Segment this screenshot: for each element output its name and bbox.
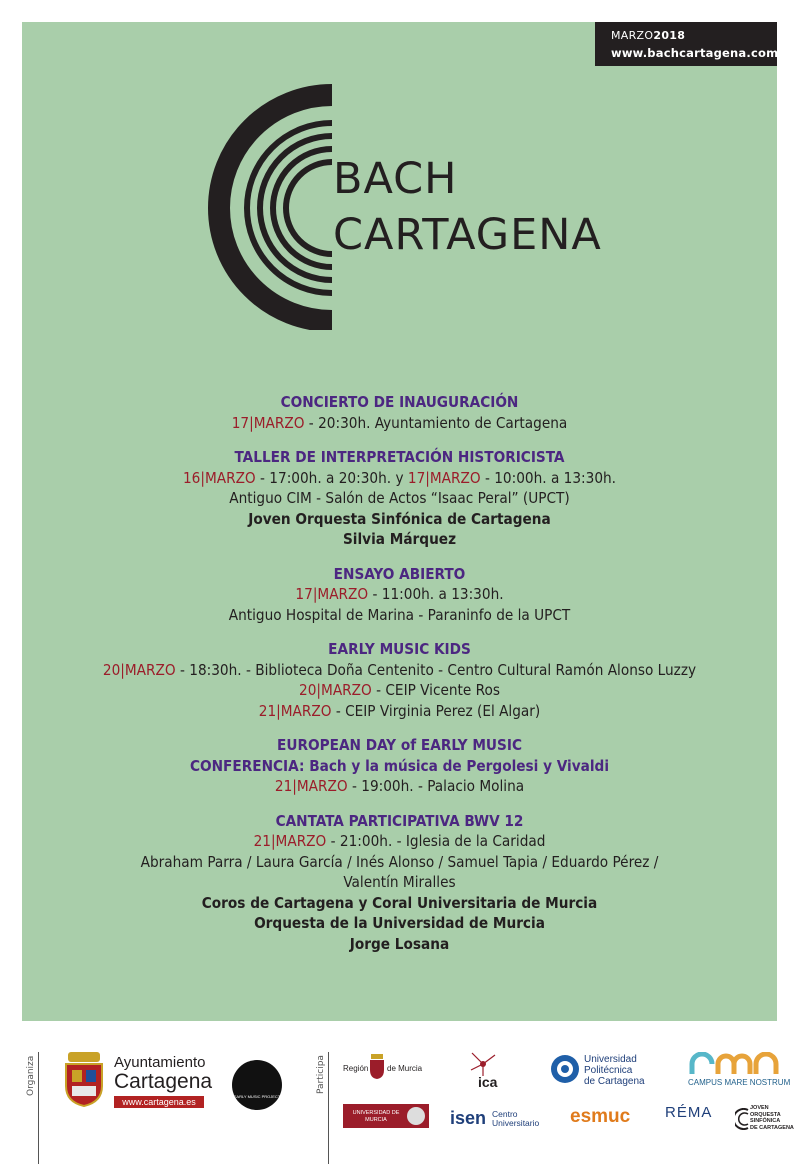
program-line (22, 584, 777, 605)
section-heading-line (22, 447, 777, 468)
website-link[interactable]: www.bachcartagena.com (611, 46, 779, 60)
program-section (22, 735, 777, 797)
program-line (22, 776, 777, 797)
program-line (22, 605, 777, 626)
event-title: CANTATA PARTICIPATIVA BWV 12 (275, 811, 524, 830)
event-date: |MARZO (312, 585, 369, 603)
event-date: |MARZO (316, 681, 372, 699)
umu-seal-icon (407, 1107, 425, 1125)
ica-label: ica (478, 1074, 498, 1090)
region-label-a: Región (343, 1064, 369, 1073)
program-line (22, 660, 777, 681)
event-title: CONFERENCIA: Bach y la música de Pergolesi y Vivaldi (189, 756, 610, 775)
performer-name: Orquesta de la Universidad de Murcia (254, 914, 545, 932)
program-line (22, 680, 777, 701)
event-date: 17 (295, 585, 313, 603)
program-line (22, 913, 777, 934)
event-detail: Antiguo Hospital de Marina - Paraninfo de la UPCT (228, 605, 571, 624)
date-label: MARZO2018 (611, 29, 686, 42)
upct-line1: Universidad (584, 1054, 637, 1065)
section-heading-line (22, 392, 777, 413)
esmuc-logo[interactable]: esmuc (570, 1106, 631, 1127)
event-date: |MARZO (249, 413, 305, 432)
performer-name: Silvia Márquez (342, 530, 457, 548)
program-line (22, 852, 777, 873)
joven-line2: ORQUESTA (750, 1111, 781, 1118)
festival-title-line2: CARTAGENA (333, 210, 602, 260)
section-heading-line (22, 811, 777, 832)
event-date: |MARZO (270, 832, 327, 850)
organiza-divider (38, 1052, 39, 1164)
ayuntamiento-line1: Ayuntamiento (114, 1054, 206, 1071)
cmn-label: CAMPUS MARE NOSTRUM (688, 1078, 791, 1087)
performer-name: Jorge Losana (349, 934, 450, 953)
isen-logo[interactable] (450, 1108, 550, 1132)
event-date: |MARZO (276, 701, 332, 720)
upct-line3: de Cartagena (584, 1076, 645, 1087)
rema-label: RÉMA (665, 1104, 713, 1121)
isen-label: isen (450, 1108, 487, 1128)
program-line (22, 756, 777, 777)
region-murcia-logo[interactable] (343, 1054, 433, 1088)
section-heading-line (22, 564, 777, 585)
universidad-murcia-logo[interactable] (343, 1104, 429, 1128)
performer-name: Coros de Cartagena y Coral Universitaria de Murcia (201, 893, 598, 912)
program-line (22, 701, 777, 722)
participa-divider (328, 1052, 329, 1164)
program-section (22, 392, 777, 433)
region-label-b: de Murcia (387, 1064, 423, 1073)
organiza-label: Organiza (26, 1055, 36, 1096)
event-detail: - 19:00h. - Palacio Molina (347, 777, 525, 795)
event-date: |MARZO (120, 660, 176, 679)
participa-label: Participa (316, 1055, 326, 1094)
program-section (22, 564, 777, 626)
upct-globe-icon (550, 1054, 580, 1084)
upct-line2: Politécnica (584, 1065, 633, 1076)
event-title: ENSAYO ABIERTO (333, 564, 466, 583)
isen-line2: Universitario (492, 1118, 540, 1128)
date-badge (595, 22, 777, 66)
event-title: EARLY MUSIC KIDS (328, 640, 471, 658)
campus-mare-nostrum-logo[interactable] (688, 1052, 791, 1092)
program-list (22, 392, 777, 968)
event-detail: Valentín Miralles (343, 873, 456, 891)
event-detail: - 11:00h. a 13:30h. (368, 585, 504, 603)
event-detail: Antiguo CIM - Salón de Actos “Isaac Peral” (UPCT) (229, 489, 570, 507)
upct-logo[interactable] (550, 1054, 660, 1090)
program-line (22, 509, 777, 530)
event-date: 21 (274, 777, 293, 795)
program-line (22, 468, 777, 489)
event-date: |MARZO (200, 468, 256, 487)
logo-arc-3 (273, 149, 332, 267)
umu-label: UNIVERSIDAD DE MURCIA (352, 1110, 400, 1123)
event-date: |MARZO (425, 468, 481, 487)
joven-line1: JOVEN (750, 1105, 769, 1111)
joven-line3: SINFÓNICA (750, 1118, 781, 1124)
event-date: |MARZO (292, 777, 348, 795)
event-detail: - 20:30h. Ayuntamiento de Cartagena (304, 413, 568, 432)
program-line (22, 872, 777, 893)
rema-logo[interactable] (665, 1104, 725, 1130)
event-detail: Abraham Parra / Laura García / Inés Alonso / Samuel Tapia / Eduardo Pérez / (140, 852, 659, 871)
festival-title-line1: BACH (333, 154, 458, 204)
joven-orquesta-logo[interactable] (735, 1104, 795, 1138)
ica-logo[interactable] (468, 1050, 518, 1096)
event-date: 21 (258, 701, 277, 720)
event-detail: - CEIP Vicente Ros (371, 681, 500, 699)
event-detail: - 18:30h. - Biblioteca Doña Centenito - Centro Cultural Ramón Alonso Luzzy (175, 660, 697, 679)
joven-arc-icon (735, 1108, 749, 1130)
murcia-crest-icon (369, 1054, 385, 1080)
sponsors-footer (0, 1040, 800, 1166)
early-music-label: EARLY MUSIC PROJECT (233, 1094, 281, 1099)
program-line (22, 529, 777, 550)
event-date: 20 (299, 681, 317, 699)
event-detail: - 10:00h. a 13:30h. (480, 468, 617, 487)
event-title: TALLER DE INTERPRETACIÓN HISTORICISTA (234, 448, 565, 466)
program-section (22, 811, 777, 955)
cmn-waves-icon (688, 1052, 780, 1076)
coat-of-arms-icon (62, 1050, 106, 1108)
event-title: CONCIERTO DE INAUGURACIÓN (280, 393, 519, 411)
event-detail: - 17:00h. a 20:30h. y (255, 468, 408, 487)
logo-arc-4 (286, 162, 332, 254)
program-line (22, 934, 777, 955)
event-detail: - 21:00h. - Iglesia de la Caridad (326, 832, 546, 850)
ayuntamiento-logo[interactable] (62, 1050, 212, 1110)
program-line (22, 413, 777, 434)
program-section (22, 639, 777, 721)
performer-name: Joven Orquesta Sinfónica de Cartagena (248, 509, 551, 528)
event-detail: - CEIP Virginia Perez (El Algar) (331, 701, 541, 720)
event-date: 17 (407, 468, 426, 487)
ayuntamiento-line2: Cartagena (114, 1070, 213, 1093)
event-date: 20 (102, 660, 121, 679)
event-date: 17 (231, 413, 250, 432)
program-line (22, 831, 777, 852)
program-section (22, 447, 777, 550)
early-music-logo[interactable] (232, 1060, 282, 1110)
section-heading-line (22, 735, 777, 756)
isen-line1: Centro (492, 1109, 518, 1119)
event-date: 21 (253, 832, 271, 850)
joven-line4: DE CARTAGENA (750, 1124, 794, 1131)
bach-cartagena-logo-icon (190, 80, 340, 330)
section-heading-line (22, 639, 777, 660)
event-date: 16 (182, 468, 201, 487)
program-line (22, 488, 777, 509)
ayuntamiento-url[interactable]: www.cartagena.es (114, 1096, 204, 1108)
event-title: EUROPEAN DAY of EARLY MUSIC (277, 736, 522, 754)
program-line (22, 893, 777, 914)
